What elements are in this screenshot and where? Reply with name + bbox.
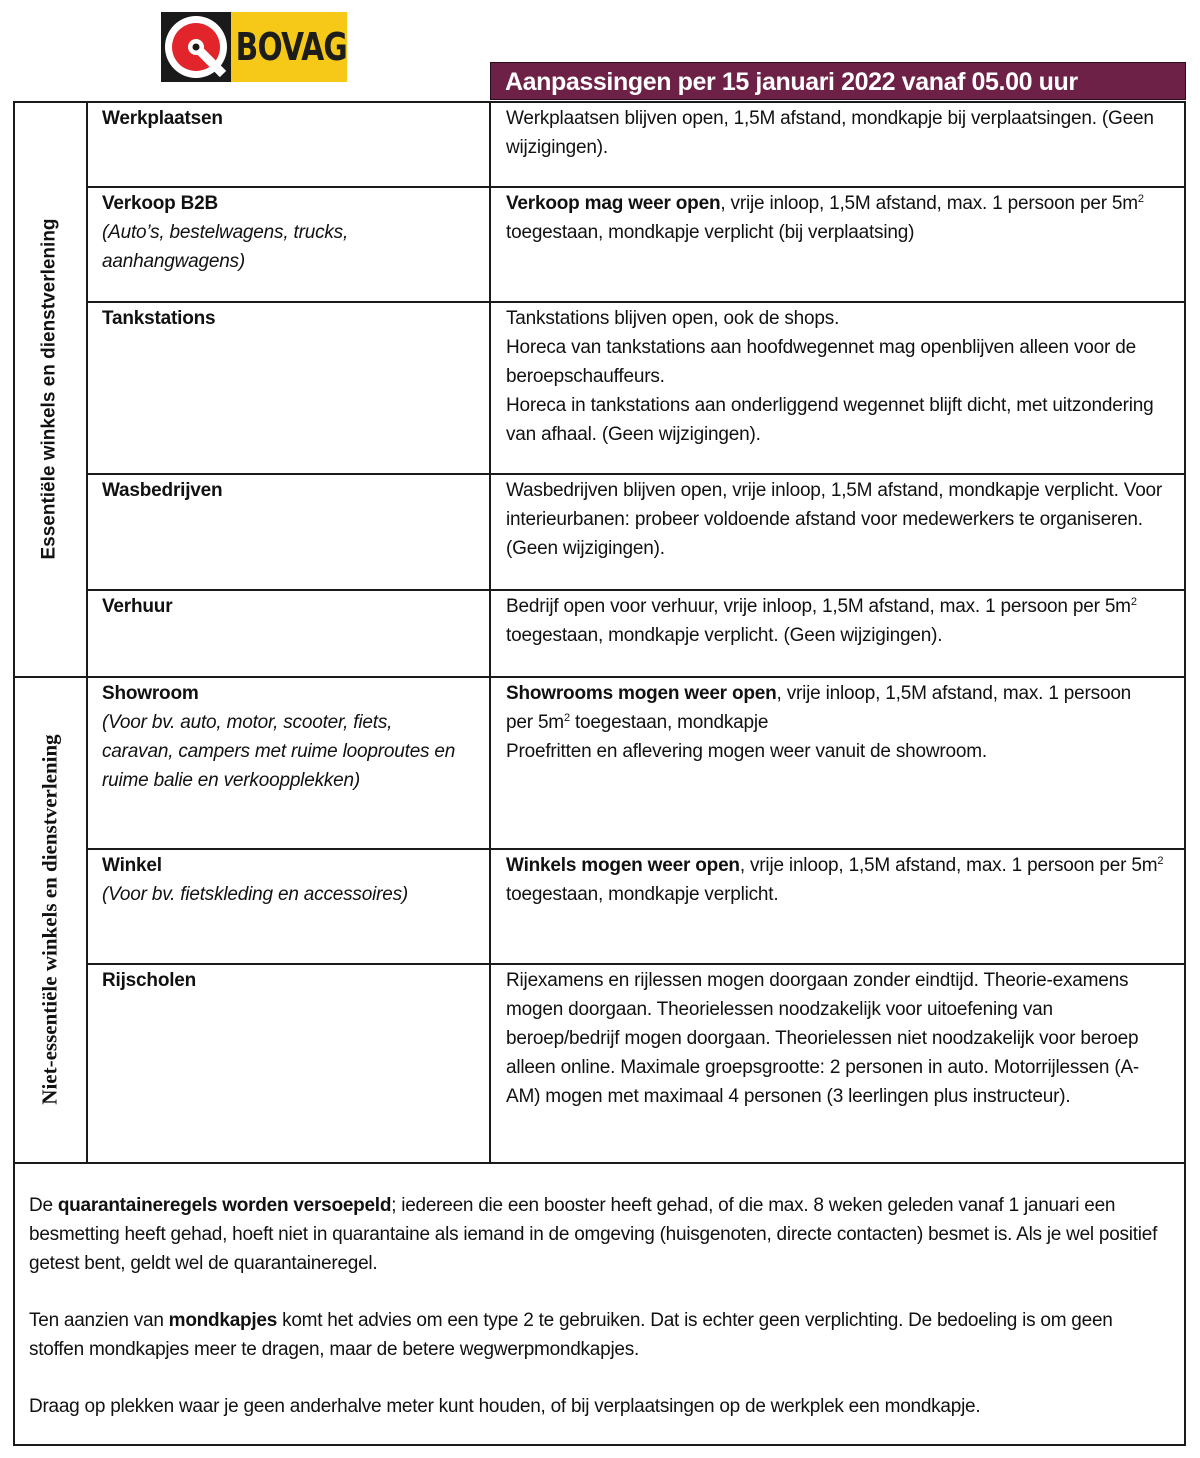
row-title: Showroom (102, 683, 199, 704)
row-subtitle: (Auto’s, bestelwagens, trucks, aanhangwagens) (102, 222, 349, 272)
row-desc-werkplaatsen (506, 101, 1176, 162)
row-desc-line: Proefritten en aflevering mogen weer vanuit de showroom. (506, 741, 987, 762)
note-bold: quarantaineregels worden versoepeld (57, 1195, 392, 1216)
row-title: Werkplaatsen (102, 108, 223, 129)
category-label: Niet-essentiële winkels en dienstverlening (37, 734, 62, 1105)
row-subtitle: (Voor bv. fietskleding en accessoires) (102, 884, 409, 905)
row-title: Rijscholen (102, 970, 197, 991)
category-label: Essentiële winkels en dienstverlening (39, 217, 61, 560)
row-desc-bold: Verkoop mag weer open (506, 193, 721, 214)
row-desc-bold: Showrooms mogen weer open (506, 683, 777, 704)
superscript: 2 (1130, 596, 1137, 608)
row-title: Wasbedrijven (102, 480, 223, 501)
row-desc-text: , vrije inloop, 1,5M afstand, max. 1 persoon per 5m (720, 193, 1138, 214)
notes-box (13, 1163, 1186, 1446)
row-title: Verhuur (102, 596, 173, 617)
row-title: Winkel (102, 855, 162, 876)
row-desc-tankstations (506, 301, 1176, 449)
row-desc-winkel (506, 848, 1176, 909)
category-essential (13, 101, 87, 676)
row-desc-text: toegestaan, mondkapje verplicht. (506, 884, 779, 905)
row-desc-text: toegestaan, mondkapje verplicht. (Geen wijzigingen). (506, 625, 943, 646)
row-label-verkoop-b2b (102, 186, 432, 276)
row-desc-line: Tankstations blijven open, ook de shops. (506, 308, 840, 329)
page-title: Aanpassingen per 15 januari 2022 vanaf 05.00 uur (490, 62, 1186, 100)
row-desc-showroom (506, 676, 1146, 766)
row-desc-text: toegestaan, mondkapje verplicht (bij verplaatsing) (506, 222, 915, 243)
row-title: Verkoop B2B (102, 193, 219, 214)
row-desc-verkoop-b2b (506, 186, 1176, 247)
note-text: Ten aanzien van (29, 1310, 169, 1331)
row-desc-rijscholen (506, 963, 1156, 1111)
note-bold: mondkapjes (168, 1310, 278, 1331)
row-label-wasbedrijven (102, 473, 482, 505)
note-text: komt het advies om een type 2 te gebruiken. Dat is echter geen verplichting. De bedoeling is om geen stoffen mondkapjes meer te dragen, maar de betere wegwerpmondkapjes. (29, 1310, 1113, 1360)
superscript: 2 (1137, 193, 1144, 205)
row-desc-text: Bedrijf open voor verhuur, vrije inloop, 1,5M afstand, max. 1 persoon per 5m (506, 596, 1131, 617)
row-label-rijscholen (102, 963, 482, 995)
row-title: Tankstations (102, 308, 216, 329)
category-non-essential (13, 676, 87, 1163)
row-label-winkel (102, 848, 482, 909)
row-desc-text: Wasbedrijven blijven open, vrije inloop, 1,5M afstand, mondkapje verplicht. Voor interieurbanen: probeer voldoende afstand voor medewerkers te organiseren. (Geen wijzigingen). (506, 480, 1163, 559)
note-text: De (29, 1195, 58, 1216)
row-desc-text: , vrije inloop, 1,5M afstand, max. 1 persoon per 5m (739, 855, 1158, 876)
row-label-tankstations (102, 301, 482, 333)
row-desc-verhuur (506, 589, 1176, 650)
row-label-showroom (102, 676, 457, 795)
row-label-werkplaatsen (102, 101, 482, 133)
row-desc-wasbedrijven (506, 473, 1176, 563)
note-text: ; iedereen die een booster heeft gehad, of die max. 8 weken geleden vanaf 1 januari een besmetting heeft gehad, hoeft niet in quarantaine als iemand in de omgeving (huisgenoten, directe contacten) besmet is. Als je wel positief getest bent, geldt wel de quarantaineregel. (29, 1195, 1158, 1274)
note-masks (29, 1306, 1170, 1364)
row-subtitle: (Voor bv. auto, motor, scooter, fiets, caravan, campers met ruime looproutes en ruime balie en verkoopplekken) (102, 712, 456, 791)
steering-wheel-icon (161, 12, 231, 82)
row-label-verhuur (102, 589, 482, 621)
brand-wordmark: BOVAG (231, 12, 347, 82)
row-desc-line: Horeca van tankstations aan hoofdwegennet mag openblijven alleen voor de beroepschauffeurs. (506, 337, 1136, 387)
superscript: 2 (1157, 855, 1164, 867)
row-desc-bold: Winkels mogen weer open (506, 855, 740, 876)
row-desc-text: , vrije inloop, 1,5M afstand, max. 1 persoon per 5m (506, 683, 1132, 733)
row-desc-text: Rijexamens en rijlessen mogen doorgaan zonder eindtijd. Theorie-examens mogen doorgaan. Theorielessen noodzakelijk voor uitoefening van beroep/bedrijf mogen doorgaan. Theorielessen niet noodzakelijk voor beroep alleen online. Maximale groepsgrootte: 2 personen in auto. Motorrijlessen (A-AM) mogen met maximaal 4 personen (3 leerlingen plus instructeur). (506, 970, 1140, 1107)
row-desc-line: Horeca in tankstations aan onderliggend wegennet blijft dicht, met uitzondering van afhaal. (Geen wijzigingen). (506, 395, 1154, 445)
row-desc-text: toegestaan, mondkapje (569, 712, 769, 733)
bovag-logo (161, 12, 351, 82)
note-distance: Draag op plekken waar je geen anderhalve meter kunt houden, of bij verplaatsingen op de werkplek een mondkapje. (29, 1396, 981, 1417)
note-quarantine (29, 1191, 1170, 1278)
row-desc-text: Werkplaatsen blijven open, 1,5M afstand, mondkapje bij verplaatsingen. (Geen wijzigingen). (506, 108, 1154, 158)
superscript: 2 (563, 712, 570, 724)
